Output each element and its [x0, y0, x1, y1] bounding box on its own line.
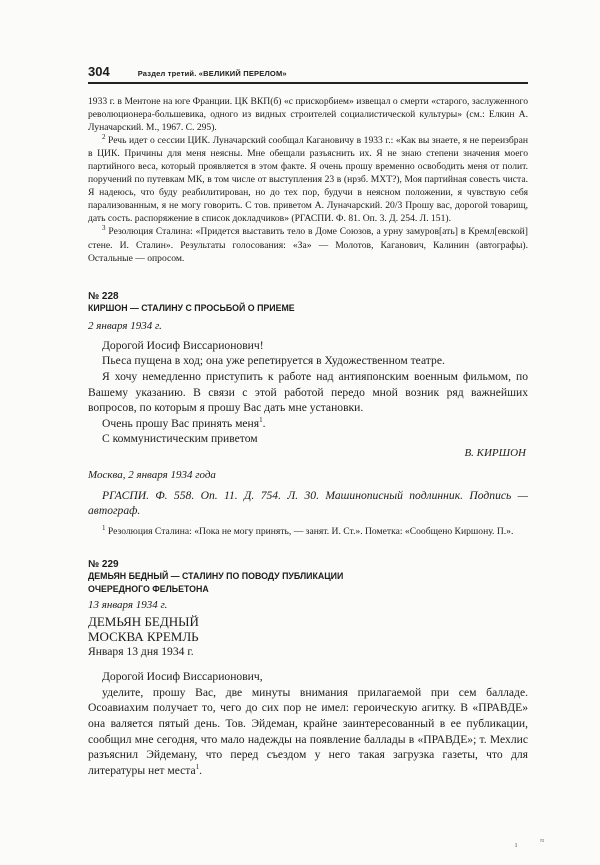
footnote-text: Резолюция Сталина: «Пока не могу принять, — занят. И. Ст.». Пометка: «Сообщено Киршону. П.». — [107, 526, 514, 538]
document-date: 13 января 1934 г. — [88, 599, 168, 612]
footnote-marker: 2 — [102, 132, 106, 141]
paragraph-text: Очень прошу Вас принять меня — [102, 416, 260, 430]
footnote-3 — [88, 225, 528, 264]
salutation: Дорогой Иосиф Виссарионович, — [102, 670, 263, 684]
page — [88, 64, 528, 778]
document-title: КИРШОН — СТАЛИНУ С ПРОСЬБОЙ О ПРИЕМЕ — [88, 302, 295, 313]
page-number: 304 — [88, 64, 110, 79]
running-title: Раздел третий. «ВЕЛИКИЙ ПЕРЕЛОМ» — [137, 69, 287, 78]
footnote-marker: 1 — [102, 523, 106, 532]
footnote-marker: 1 — [195, 762, 200, 771]
signature: В. КИРШОН — [464, 446, 526, 459]
letter-body — [88, 669, 528, 778]
place-date: Москва, 2 января 1934 года — [88, 468, 216, 481]
paragraph-text: уделите, прошу Вас, две минуты внимания прилагаемой при сем балладе. Осоавиахим получает то, чего до сих пор не имел: героическую агитку. В «ПРАВДЕ» она валяется пятый день. Тов. Эйдеман, крайне заинтересованный в ее публикации, сообщил мне сегодня, что мало надежды на появление баллады в «ПРАВДЕ»; т. Мехлис разъяснил Эйдеману, что перед съездом у него такая загрузка газеты, что для литературы нет места — [88, 685, 528, 777]
letterhead — [88, 614, 528, 644]
paragraph: Я хочу немедленно приступить к работе над антияпонским военным фильмом, по Вашему указанию. В связи с этой работой передо мной возник ряд важнейших вопросов, по которым я прошу Вас дать мне установки. — [88, 369, 528, 415]
document-title-line-1: ДЕМЬЯН БЕДНЫЙ — СТАЛИНУ ПО ПОВОДУ ПУБЛИКАЦИИ — [88, 571, 344, 582]
closing: С коммунистическим приветом — [102, 432, 258, 446]
footnote-2 — [88, 134, 528, 226]
footnote-text: Речь идет о сессии ЦИК. Луначарский сообщал Кагановичу в 1933 г.: «Как вы знаете, я не переизбран в ЦИК. Причины для меня неясны. Мне обещали разъяснить их. Я не знаю степени значения моего партийного веса, который проявляется в этом факте. Я очень прошу временно освободить меня от полит. поручений по путевкам МК, в том числе от выступления 23 в (нрзб. МХТ?), Моя партийная совесть чиста. Я надеюсь, что буду реабилитирован, но до тех пор, будучи в неясном положении, я чувствую себя парализованным, я не могу говорить. С тов. приветом А. Луначарский. 20/3 Прошу вас, дорогой товарищ, дать сость. распоряжение в список докладчиков» (РГАСПИ. Ф. 81. Оп. 3. Д. 254. Л. 151). — [88, 134, 528, 225]
paragraph: уделите, прошу Вас, две минуты внимания прилагаемой при сем балладе. Осоавиахим получает то, чего до сих пор не имел: героическую агитку. В «ПРАВДЕ» она валяется пятый день. Тов. Эйдеман, крайне заинтересованный в ее публикации, сообщил мне сегодня, что мало надежды на появление баллады в «ПРАВДЕ»; т. Мехлис разъяснил Эйдеману, что перед съездом у него такая загрузка газеты, что для литературы нет места$^1$. — [88, 685, 528, 777]
paragraph: Очень прошу Вас принять меня$^1$. — [102, 415, 266, 430]
letterhead-name: ДЕМЬЯН БЕДНЫЙ — [88, 614, 199, 630]
footnote-marker: 3 — [102, 224, 106, 233]
footnote-continued: 1933 г. в Ментоне на юге Франции. ЦК ВКП(б) «с прискорбием» извещал о смерти «старого, заслуженного революционера-большевика, одного из видных строителей социалистической культуры» (см.: Елкин А. Луначарский. М., 1967. С. 295). — [88, 95, 528, 133]
document-228 — [88, 291, 528, 538]
document-number: № 229 — [88, 559, 119, 571]
document-title-line-2: ОЧЕРЕДНОГО ФЕЛЬЕТОНА — [88, 584, 209, 595]
footnote-marker: 1 — [259, 415, 263, 424]
document-229 — [88, 559, 528, 778]
document-footnote — [88, 525, 528, 538]
footnote-text: Резолюция Сталина: «Придется выставить тело в Доме Союзов, а урну замуров[ать] в Кремл[евской] стене. И. Сталин». Результаты голосования: «За» — Молотов, Каганович, Калинин (автографы). Остальные — опросом. — [88, 226, 528, 264]
letter-date: Января 13 дня 1934 г. — [88, 645, 194, 659]
header-rule — [88, 82, 528, 84]
archive-reference: РГАСПИ. Ф. 558. Оп. 11. Д. 754. Л. 30. Машинописный подлинник. Подпись — автограф. — [88, 488, 528, 518]
letterhead-address: МОСКВА КРЕМЛЬ — [88, 629, 199, 645]
document-number: № 228 — [88, 290, 119, 302]
running-header — [88, 64, 528, 79]
letter-body — [88, 338, 528, 447]
salutation: Дорогой Иосиф Виссарионович! — [102, 338, 264, 352]
scan-mark: ≈ — [540, 836, 545, 845]
footnotes-top — [88, 95, 528, 265]
paragraph: Пьеса пущена в ход; она уже репетируется в Художественном театре. — [102, 354, 445, 368]
scan-mark: ı — [515, 840, 518, 849]
document-date: 2 января 1934 г. — [88, 319, 162, 332]
